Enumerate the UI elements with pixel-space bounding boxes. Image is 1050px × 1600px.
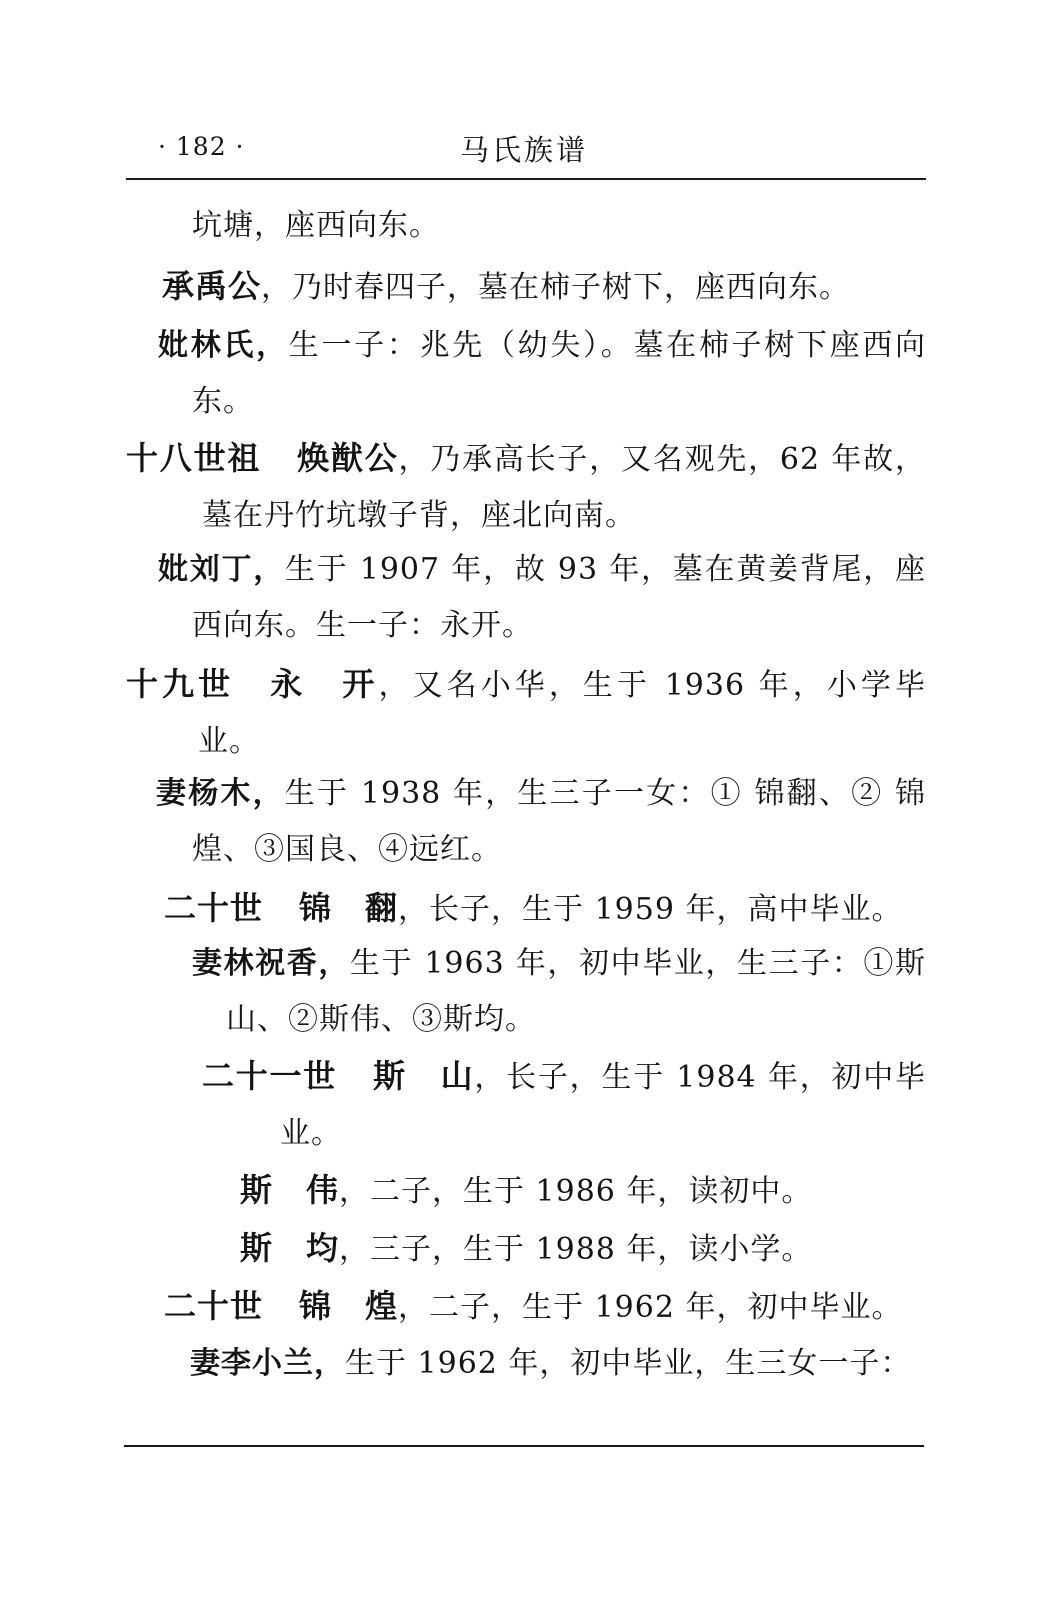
entry-text: 坑塘，座西向东。 <box>192 208 440 243</box>
entry-yongkai <box>126 656 926 770</box>
entry-text: ，长子，生于 1984 年，初中毕业。 <box>280 1060 926 1151</box>
entry-text: 生于 1907 年，故 93 年，墓在黄姜背尾，座西向东。生一子：永开。 <box>192 552 926 643</box>
entry-text: ，长子，生于 1959 年，高中毕业。 <box>398 892 903 927</box>
entry-text: 生于 1962 年，初中毕业，生三女一子： <box>345 1346 912 1381</box>
entry-huanyou <box>126 430 926 544</box>
page-header <box>0 0 1050 190</box>
entry-text: ，又名小华，生于 1936 年，小学毕业。 <box>198 668 926 759</box>
entry-name: 锦 翻 <box>299 889 399 927</box>
entry-name: 妻李小兰， <box>190 1346 345 1381</box>
book-title: 马氏族谱 <box>460 133 589 167</box>
entry-name: 妣刘丁， <box>158 552 285 587</box>
entry-lin-shi <box>158 318 926 430</box>
entry-text: 生一子：兆先（幼失）。墓在柿子树下座西向东。 <box>192 328 927 419</box>
page-number: · 182 · <box>158 132 245 161</box>
generation-label: 二十世 <box>164 1287 264 1325</box>
entry-name: 妻杨木， <box>156 776 285 811</box>
entry-text: ，二子，生于 1986 年，读初中。 <box>339 1174 813 1209</box>
generation-label: 十八世祖 <box>126 439 262 477</box>
entry-liu-ding <box>158 542 926 654</box>
entry-name: 妣林氏， <box>158 328 289 363</box>
generation-label: 二十一世 <box>202 1057 338 1095</box>
entry-lin-zhuxiang <box>192 936 926 1048</box>
entry-name: 斯 山 <box>373 1057 475 1095</box>
footer-rule <box>124 1445 924 1447</box>
generation-label: 十九世 <box>126 665 235 703</box>
entry-text: 生于 1938 年，生三子一女：① 锦翻、② 锦煌、③国良、④远红。 <box>192 776 927 867</box>
entry-li-xiaolan <box>190 1336 926 1392</box>
entry-text: ，三子，生于 1988 年，读小学。 <box>339 1232 813 1267</box>
entry-siwei <box>240 1162 926 1220</box>
entry-text: 生于 1963 年，初中毕业，生三子：①斯山、②斯伟、③斯均。 <box>226 946 927 1037</box>
entry-yang-mu <box>156 766 926 878</box>
entry-name: 斯 均 <box>240 1229 340 1267</box>
entry-name: 斯 伟 <box>240 1171 340 1209</box>
entry-name: 妻林祝香， <box>192 946 350 981</box>
header-rule <box>126 178 926 180</box>
entry-text: ，乃时春四子，墓在柿子树下，座西向东。 <box>261 270 851 305</box>
entry-jinhuang <box>164 1278 926 1336</box>
entry-name: 承禹公 <box>162 267 262 305</box>
entry-sishan <box>202 1048 926 1162</box>
entry-text: ，二子，生于 1962 年，初中毕业。 <box>398 1290 903 1325</box>
entry-name: 永 开 <box>270 665 379 703</box>
entry-name: 焕猷公 <box>297 439 399 477</box>
entry-chengyu <box>162 258 926 316</box>
generation-label: 二十世 <box>164 889 264 927</box>
entry-text: ，乃承高长子，又名观先，62 年故，墓在丹竹坑墩子背，座北向南。 <box>202 442 926 533</box>
entry-sijun <box>240 1220 926 1278</box>
entry-continuation <box>192 198 926 254</box>
entry-jinfan <box>164 880 926 938</box>
entry-name: 锦 煌 <box>299 1287 399 1325</box>
